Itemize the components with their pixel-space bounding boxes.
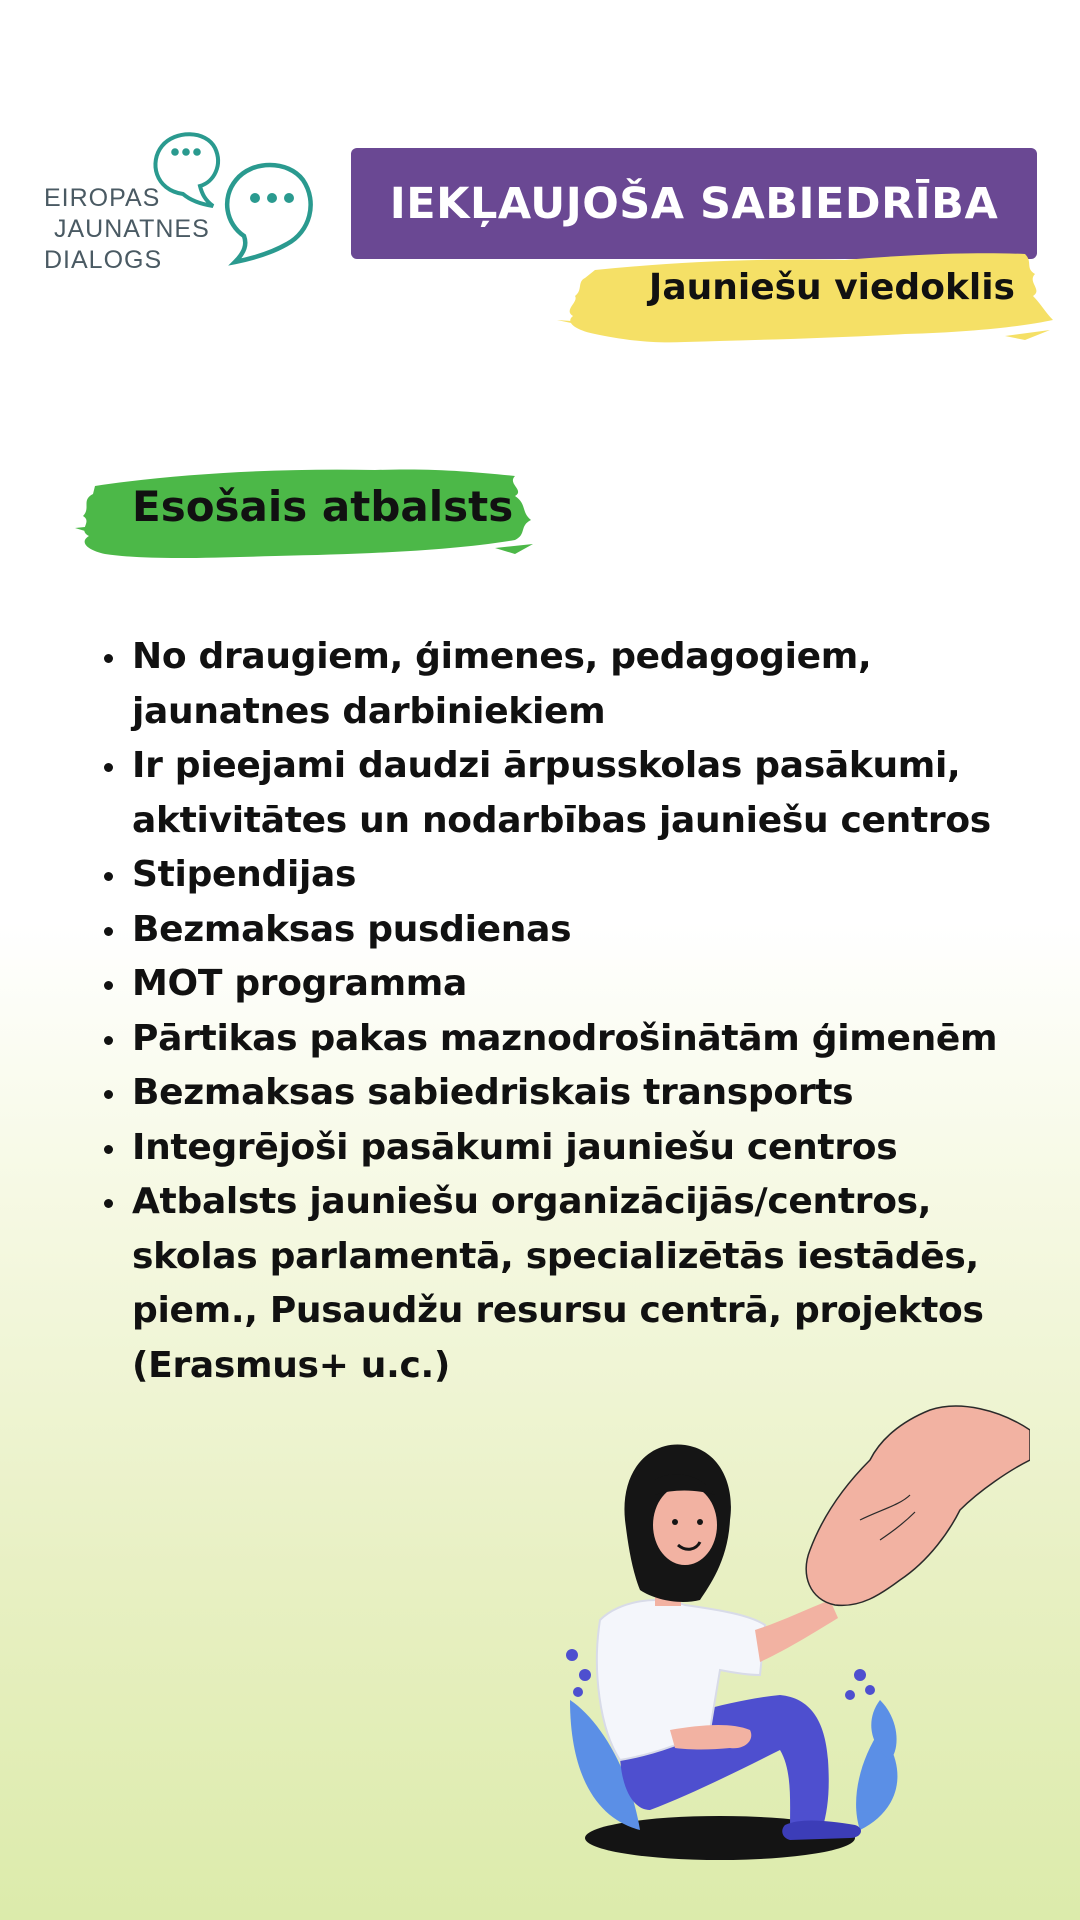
subtitle: Jauniešu viedoklis xyxy=(648,267,1015,308)
list-item: Ir pieejami daudzi ārpusskolas pasākumi, aktivitātes un nodarbības jauniešu centros xyxy=(132,739,1052,848)
girl-face xyxy=(653,1485,717,1565)
list-item: Atbalsts jauniešu organizācijās/centros, skolas parlamentā, specializētās iestādēs, piem., Pusaudžu resursu centrā, projektos (Erasmus+ u.c.) xyxy=(132,1175,1052,1393)
logo-line-2: JAUNATNES xyxy=(54,215,210,243)
girl-arm xyxy=(755,1600,838,1662)
logo-line-3: DIALOGS xyxy=(44,246,163,274)
section-heading: Esošais atbalsts xyxy=(132,482,514,531)
logo-line-1: EIROPAS xyxy=(44,184,161,212)
list-item: MOT programma xyxy=(132,957,1052,1012)
list-item: Integrējoši pasākumi jauniešu centros xyxy=(132,1121,1052,1176)
list-item: Pārtikas pakas maznodrošinātām ģimenēm xyxy=(132,1012,1052,1067)
list-item: Stipendijas xyxy=(132,848,1052,903)
page-title: IEKĻAUJOŠA SABIEDRĪBA xyxy=(389,178,999,229)
support-list xyxy=(92,630,1052,1393)
list-item: No draugiem, ģimenes, pedagogiem, jaunatnes darbiniekiem xyxy=(132,630,1052,739)
list-item: Bezmaksas pusdienas xyxy=(132,903,1052,958)
helping-hand xyxy=(806,1406,1030,1605)
speech-bubble-large-icon xyxy=(227,165,310,262)
logo-wordmark xyxy=(44,183,210,276)
list-item: Bezmaksas sabiedriskais transports xyxy=(132,1066,1052,1121)
girl-receiving-helping-hand-illustration xyxy=(560,1400,1030,1870)
girl-shoe xyxy=(782,1820,861,1840)
